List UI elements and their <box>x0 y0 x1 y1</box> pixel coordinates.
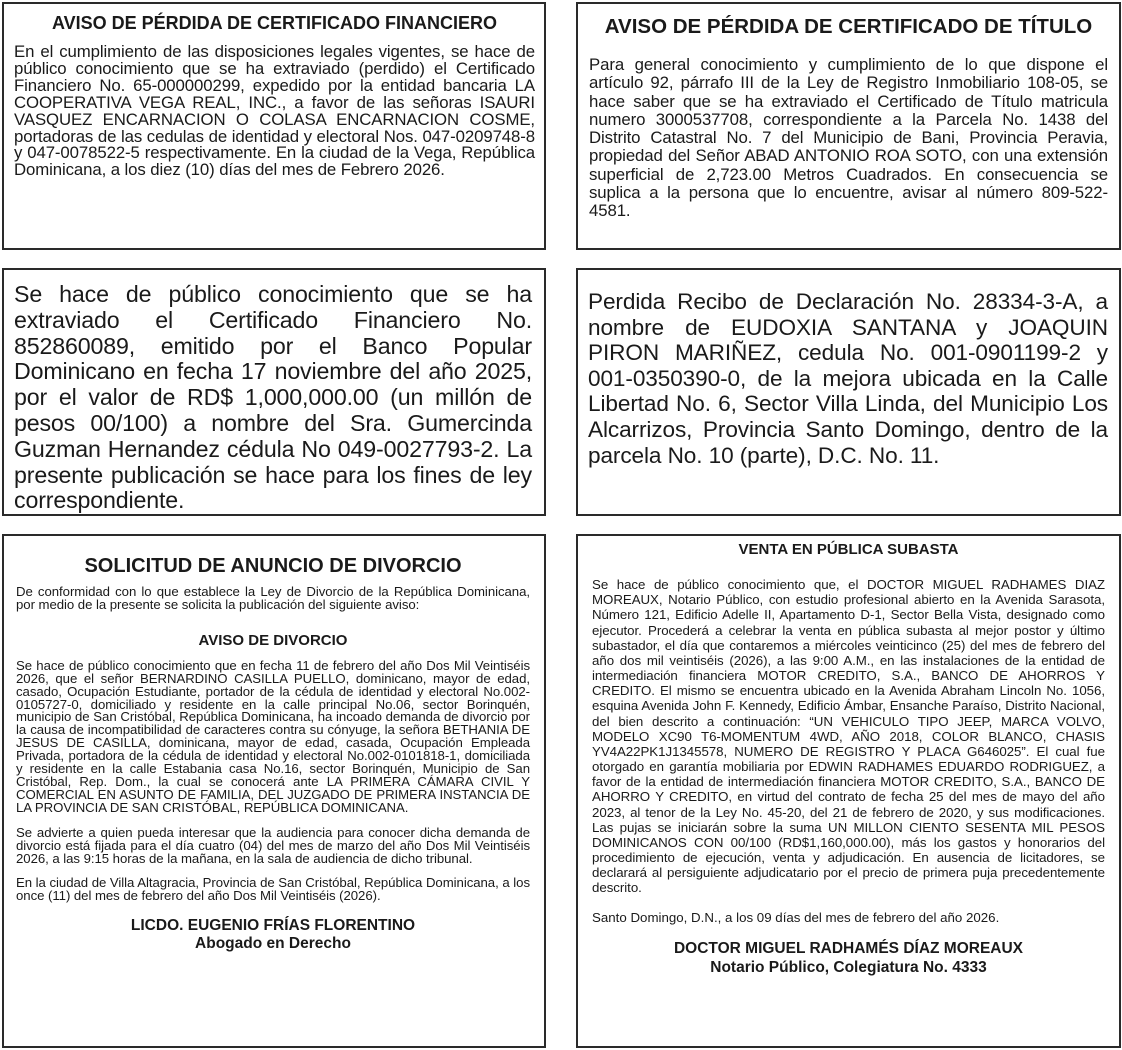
notice-popular-certificate-loss <box>2 268 546 516</box>
notice-public-auction <box>576 534 1121 1048</box>
notice-subtitle: AVISO DE DIVORCIO <box>198 631 348 649</box>
notice-title: SOLICITUD DE ANUNCIO DE DIVORCIO <box>84 555 462 577</box>
notice-title-certificate-loss <box>576 2 1121 250</box>
signature-block <box>16 917 530 953</box>
notice-declaration-receipt-loss <box>576 268 1121 516</box>
notice-financial-certificate-loss <box>2 2 546 250</box>
signer-role: Notario Público, Colegiatura No. 4333 <box>710 958 987 976</box>
notice-title: VENTA EN PÚBLICA SUBASTA <box>738 541 959 558</box>
signature-block <box>592 939 1105 977</box>
signer-name: DOCTOR MIGUEL RADHAMÉS DÍAZ MOREAUX <box>673 939 1024 957</box>
notice-divorce-request <box>2 534 546 1048</box>
notice-body: Para general conocimiento y cumplimiento de lo que dispone el artículo 92, párrafo III de la Ley de Registro Inmobiliario 108-05, se hace saber que se ha extraviado el Certificado de Título matricula numero 3000537708, correspondiente a la Parcela No. 1438 del Distrito Catastral No. 7 del Municipio de Bani, Provincia Peravia, propiedad del Señor ABAD ANTONIO ROA SOTO, con una extensión superficial de 2,723.00 Metros Cuadrados. En consecuencia se suplica a la persona que lo encuentre, avisar al número 809-522-4581. <box>589 55 1108 221</box>
signer-name: LICDO. EUGENIO FRÍAS FLORENTINO <box>130 917 416 935</box>
notice-body: Se hace de público conocimiento que, el DOCTOR MIGUEL RADHAMES DIAZ MOREAUX, Notario Público, con estudio profesional abierto en la Avenida Sarasota, Número 121, Edificio Adelle II, Apartamento D-1, Sector Bella Vista, designado como ejecutor. Procederá a celebrar la venta en pública subasta al mejor postor y último subastador, el día que contaremos a miércoles veinticinco (25) del mes de febrero del año dos mil veintiséis (2026), a las 9:00 A.M., en las instalaciones de la entidad de intermediación financiera MOTOR CREDITO, S.A., BANCO DE AHORROS Y CREDITO. El mismo se encuentra ubicado en la Avenida Abraham Lincoln No. 1056, esquina Avenida John F. Kennedy, Edificio Ámbar, Ensanche Paraíso, Distrito Nacional, del bien descrito a continuación: “UN VEHICULO TIPO JEEP, MARCA VOLVO, MODELO XC90 T6-MOMENTUM 4WD, AÑO 2018, COLOR BLANCO, CHASIS YV4A22PK1J1345578, NUMERO DE REGISTRO Y PLACA G646025”. El cual fue otorgado en garantía mobiliaria por EDWIN RADHAMES EDUARDO RODRIGUEZ, a favor de la entidad de intermediación financiera MOTOR CREDITO, S.A., BANCO DE AHORRO Y CREDITO, en virtud del contrato de fecha 25 del mes de mayo del año 2023, al tenor de la Ley No. 45-20, del 21 de febrero de 2020, y sus modificaciones. Las pujas se iniciarán sobre la suma UN MILLON CIENTO SESENTA MIL PESOS DOMINICANOS CON 00/100 (RD$1,160,000.00), más los gastos y honorarios del procedimiento de ejecución, venta y adjudicación. En ausencia de licitadores, se declarará al persiguiente adjudicatario por el precio de primera puja precedentemente descrito. <box>592 577 1105 896</box>
notice-paragraph: Se advierte a quien pueda interesar que la audiencia para conocer dicha demanda de divorcio está fijada para el día cuatro (04) del mes de marzo del año Dos Mil Veintiséis 2026, a las 9:15 horas de la mañana, en la sala de audiencia de dicho tribunal. <box>16 824 530 866</box>
notice-intro: De conformidad con lo que establece la Ley de Divorcio de la República Dominicana, por medio de la presente se solicita la publicación del siguiente aviso: <box>16 584 530 612</box>
notice-title: AVISO DE PÉRDIDA DE CERTIFICADO FINANCIERO <box>51 13 498 33</box>
notice-body: Perdida Recibo de Declaración No. 28334-3-A, a nombre de EUDOXIA SANTANA y JOAQUIN PIRON MARIÑEZ, cedula No. 001-0901199-2 y 001-0350390-0, de la mejora ubicada en la Calle Libertad No. 6, Sector Villa Linda, del Municipio Los Alcarrizos, Provincia Santo Domingo, dentro de la parcela No. 10 (parte), D.C. No. 11. <box>588 289 1108 468</box>
signer-role: Abogado en Derecho <box>195 935 351 953</box>
notice-body: En el cumplimiento de las disposiciones legales vigentes, se hace de público conocimiento que se ha extraviado (perdido) el Certificado Financiero No. 65-000000299, expedido por la entidad bancaria LA COOPERATIVA VEGA REAL, INC., a favor de las señoras ISAURI VASQUEZ ENCARNACION O COLASA ENCARNACION COSME, portadoras de las cedulas de identidad y electoral Nos. 047-0209748-8 y 047-0078522-5 respectivamente. En la ciudad de la Vega, República Dominicana, a los diez (10) días del mes de Febrero 2026. <box>14 42 535 180</box>
notice-paragraph: En la ciudad de Villa Altagracia, Provincia de San Cristóbal, República Dominicana, a los once (11) del mes de febrero del año Dos Mil Veintiséis (2026). <box>16 875 530 904</box>
notice-date-line: Santo Domingo, D.N., a los 09 días del mes de febrero del año 2026. <box>592 909 1000 925</box>
notice-body: Se hace de público conocimiento que se ha extraviado el Certificado Financiero No. 852860089, emitido por el Banco Popular Dominicano en fecha 17 noviembre del año 2025, por el valor de RD$ 1,000,000.00 (un millón de pesos 00/100) a nombre del Sra. Gumercinda Guzman Hernandez cédula No 049-0027793-2. La presente publicación se hace para los fines de ley correspondiente. <box>14 281 532 514</box>
notice-title: AVISO DE PÉRDIDA DE CERTIFICADO DE TÍTULO <box>604 15 1093 38</box>
notice-paragraph: Se hace de público conocimiento que en fecha 11 de febrero del año Dos Mil Veintiséis 2026, que el señor BERNARDINO CASILLA PUELLO, dominicano, mayor de edad, casado, Ocupación Estudiante, portador de la cédula de identidad y electoral No.002-0105727-0, domiciliado y residente en la calle principal No.06, sector Borinquén, municipio de San Cristóbal, República Dominicana, ha incoado demanda de divorcio por la causa de incompatibilidad de caracteres contra su cónyuge, la señora BETHANIA DE JESUS DE CASILLA, dominicana, mayor de edad, casada, Ocupación Empleada Privada, portadora de la cédula de identidad y electoral No.002-0101818-1, domiciliada y residente en la calle Estabania casa No.16, sector Borinquén, Municipio de San Cristóbal, Rep. Dom., la cual se conocerá ante LA PRIMERA CÁMARA CIVIL Y COMERCIAL EN ASUNTO DE FAMILIA, DEL JUZGADO DE PRIMERA INSTANCIA DE LA PROVINCIA DE SAN CRISTÓBAL, REPÚBLICA DOMINICANA. <box>16 657 530 815</box>
